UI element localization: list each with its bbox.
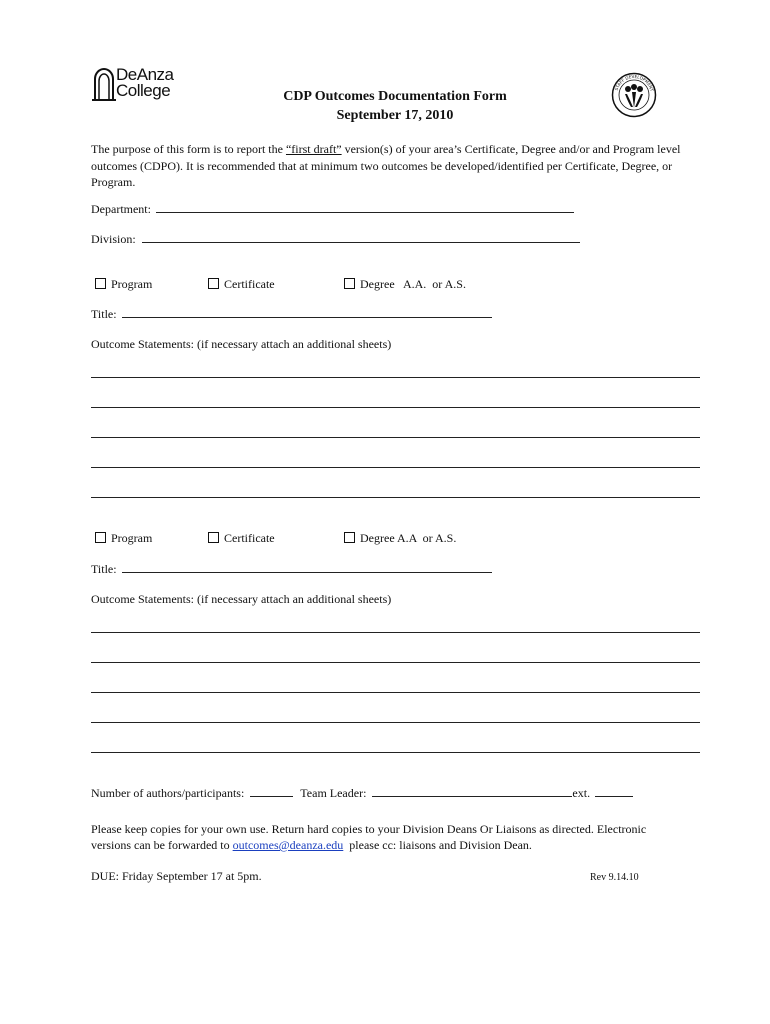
program-checkbox-2[interactable]: [95, 532, 106, 543]
college-logo: [92, 65, 192, 101]
svg-text:STAFF DEVELOPMENT: STAFF DEVELOPMENT: [613, 73, 655, 92]
degree-checkbox-1[interactable]: [344, 278, 355, 289]
title-label-1: Title:: [91, 307, 117, 321]
department-row: [91, 201, 574, 217]
due-date: DUE: Friday September 17 at 5pm.: [91, 869, 262, 883]
program-option-2[interactable]: Program: [95, 530, 152, 546]
copies-line-1: Please keep copies for your own use. Return hard copies to your Division Deans Or Liaisons as directed. Electronic: [91, 822, 647, 836]
outcome-line[interactable]: [91, 722, 700, 723]
outcome-line[interactable]: [91, 752, 700, 753]
authors-field[interactable]: [250, 785, 293, 797]
title-row-2: [91, 561, 492, 577]
degree-option-2[interactable]: Degree A.A or A.S.: [344, 530, 456, 546]
authors-label: Number of authors/participants:: [91, 786, 245, 800]
page-date: September 17, 2010: [336, 108, 454, 123]
certificate-checkbox-1[interactable]: [208, 278, 219, 289]
program-checkbox-1[interactable]: [95, 278, 106, 289]
team-leader-field[interactable]: [372, 785, 572, 797]
ext-label: ext.: [572, 786, 591, 800]
authors-row: [91, 785, 633, 801]
title-field-2[interactable]: [122, 561, 492, 573]
division-field[interactable]: [142, 231, 580, 243]
page-title: CDP Outcomes Documentation Form: [283, 89, 507, 104]
outcome-line[interactable]: [91, 407, 700, 408]
team-leader-label: Team Leader:: [300, 786, 367, 800]
ext-field[interactable]: [595, 785, 633, 797]
degree-checkbox-2[interactable]: [344, 532, 355, 543]
program-option-1[interactable]: Program: [95, 276, 152, 292]
certificate-option-1[interactable]: Certificate: [208, 276, 275, 292]
outcome-line[interactable]: [91, 692, 700, 693]
degree-option-1[interactable]: Degree A.A. or A.S.: [344, 276, 466, 292]
first-draft-text: “first draft”: [285, 142, 342, 156]
certificate-checkbox-2[interactable]: [208, 532, 219, 543]
title-label-2: Title:: [91, 562, 117, 576]
outcome-line[interactable]: [91, 467, 700, 468]
logo-line-1: DeAnza: [116, 65, 174, 84]
department-field[interactable]: [156, 201, 574, 213]
staff-development-seal: [611, 72, 657, 118]
arch-icon: [92, 65, 116, 101]
outcome-line[interactable]: [91, 662, 700, 663]
outcome-line[interactable]: [91, 632, 700, 633]
certificate-option-2[interactable]: Certificate: [208, 530, 275, 546]
seal-ring-text: [611, 72, 657, 118]
department-label: Department:: [91, 202, 151, 216]
copies-line-2: versions can be forwarded to outcomes@deanza.edu please cc: liaisons and Division Dean.: [91, 838, 532, 852]
outcome-line[interactable]: [91, 497, 700, 498]
title-field-1[interactable]: [122, 306, 492, 318]
revision-label: Rev 9.14.10: [590, 872, 639, 883]
outcome-label-2: Outcome Statements: (if necessary attach an additional sheets): [91, 592, 392, 606]
outcome-line[interactable]: [91, 437, 700, 438]
email-link[interactable]: outcomes@deanza.edu: [232, 838, 344, 852]
division-row: [91, 231, 580, 247]
outcome-label-1: Outcome Statements: (if necessary attach an additional sheets): [91, 337, 392, 351]
logo-line-2: College: [116, 81, 171, 100]
outcome-line[interactable]: [91, 377, 700, 378]
title-row-1: [91, 306, 492, 322]
intro-paragraph: The purpose of this form is to report the “first draft” version(s) of your area’s Certificate, Degree and/or and Program level outcomes (CDPO). It is recommended that at minimum two outcomes be developed/identified per Certificate, Degree, or Program.: [91, 142, 681, 189]
division-label: Division:: [91, 232, 136, 246]
